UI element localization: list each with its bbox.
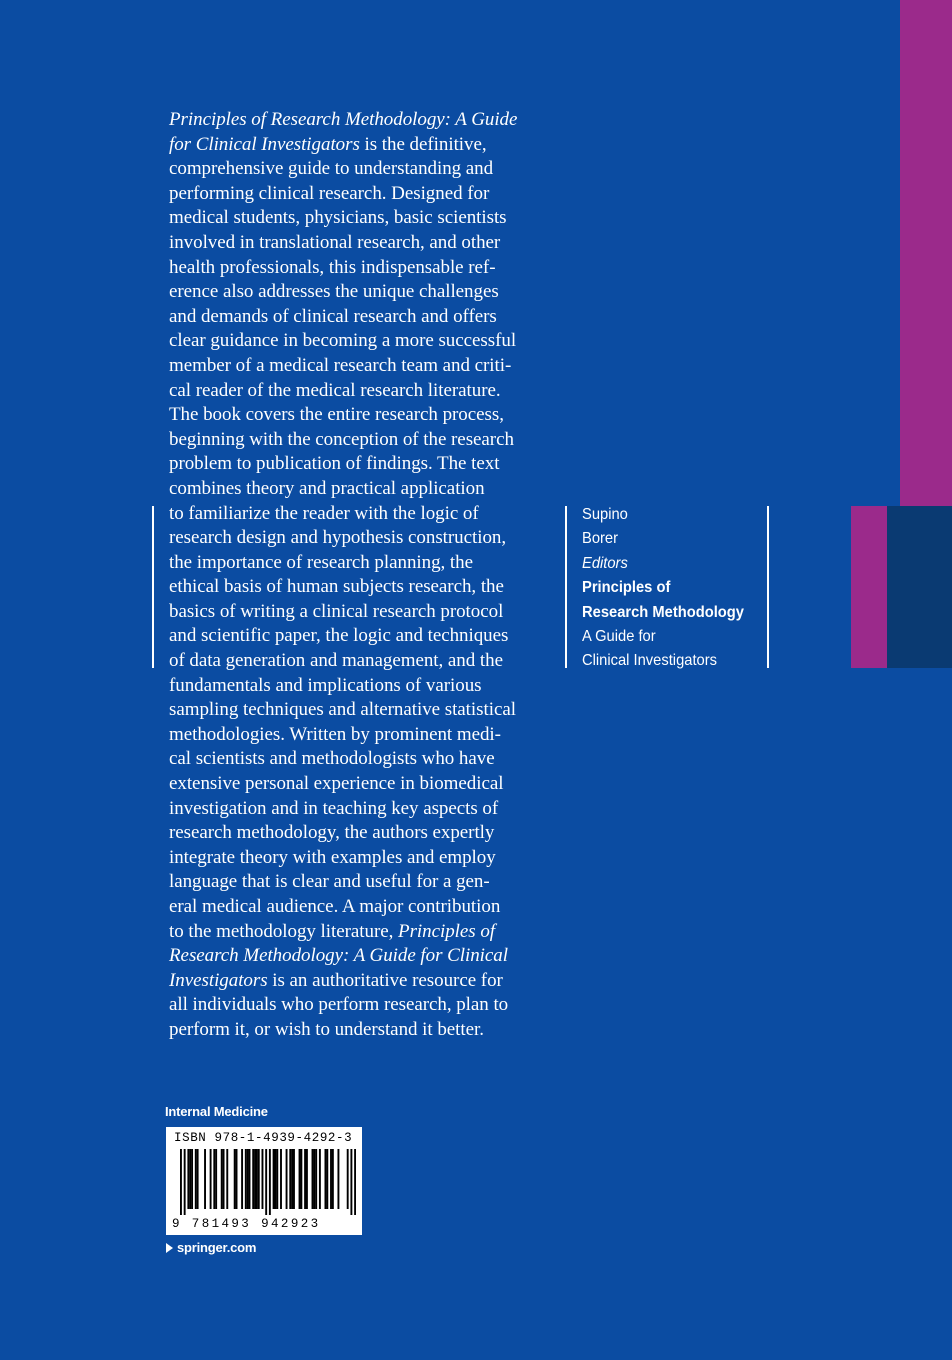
barcode-bar [325,1149,327,1209]
barcode-bar [330,1149,332,1209]
spine-accent-magenta [851,506,887,668]
barcode-bar [191,1149,193,1209]
barcode-bar [350,1149,352,1215]
blurb-line [169,305,559,330]
blurb-text: research design and hypothesis construction, [169,527,507,549]
barcode-bar [204,1149,206,1209]
blurb-line [169,600,559,625]
blurb-text: language that is clear and useful for a gen- [169,871,490,893]
blurb-line [169,452,559,477]
barcode-bar [332,1149,334,1209]
blurb-line [169,747,559,772]
barcode-bar [252,1149,254,1209]
book-title-line1: Principles of [582,579,671,597]
blurb-line [169,477,559,502]
barcode-bar [249,1149,251,1209]
barcode-bar [213,1149,215,1209]
blurb-text: health professionals, this indispensable ref- [169,256,496,278]
barcode-bar [247,1149,249,1209]
blurb-line [169,993,559,1018]
blurb-italic-text: Research Methodology: A Guide for Clinical [169,945,508,967]
barcode-bar [273,1149,275,1209]
blurb-italic-text: Principles of Research Methodology: A Guide [169,109,518,130]
blurb-italic-text: for Clinical Investigators [169,133,360,155]
blurb-text: The book covers the entire research process, [169,404,504,426]
blurb-line [169,354,559,379]
blurb-text: involved in translational research, and other [169,231,501,253]
blurb-line [169,428,559,453]
blurb-line [169,403,559,428]
barcode-bar [354,1149,356,1215]
blurb-text: investigation and in teaching key aspects of [169,797,499,819]
barcode-bar [254,1149,256,1209]
book-title-line2: Research Methodology [582,603,744,621]
blurb-text: to familiarize the reader with the logic of [169,502,479,524]
blurb-text: erence also addresses the unique challenges [169,281,499,303]
blurb-line [169,502,559,527]
spine-left-rule [565,506,567,668]
blurb-line [169,821,559,846]
blurb-text: of data generation and management, and the [169,650,503,672]
blurb-text: ethical basis of human subjects research, the [169,576,504,598]
blurb-text: problem to publication of findings. The text [169,453,500,475]
back-cover-blurb [169,108,559,1043]
barcode-bar [306,1149,308,1209]
barcode-bar [189,1149,191,1209]
barcode-bar [280,1149,282,1209]
publisher-website[interactable] [166,1240,256,1255]
blurb-text: cal reader of the medical research literature. [169,379,501,401]
barcode-bar [312,1149,314,1209]
barcode-bar [269,1149,271,1215]
barcode-bar [276,1149,278,1209]
barcode-bar [195,1149,197,1209]
book-subtitle-line2: Clinical Investigators [582,652,717,670]
website-label: springer.com [177,1240,257,1255]
blurb-italic-text: Investigators [169,969,268,991]
blurb-line [169,206,559,231]
blurb-text: extensive personal experience in biomedical [169,773,504,795]
blurb-text: medical students, physicians, basic scientists [169,207,507,229]
blurb-text: beginning with the conception of the research [169,428,514,450]
book-subtitle-line1: A Guide for [582,628,656,646]
blurb-line [169,551,559,576]
barcode-bar [286,1149,288,1209]
barcode-bar [197,1149,199,1209]
isbn-barcode [166,1127,362,1235]
blurb-line [169,969,559,994]
barcode-bar [223,1149,225,1209]
blurb-line [169,157,559,182]
barcode-bar [221,1149,223,1209]
blurb-line [169,944,559,969]
barcode-bar [319,1149,321,1209]
blurb-line [169,772,559,797]
blurb-line [169,895,559,920]
barcode-bar [241,1149,243,1209]
blurb-text: and demands of clinical research and offers [169,305,497,327]
barcode-bar [262,1149,264,1209]
barcode-bar [215,1149,217,1209]
barcode-bar [313,1149,315,1209]
isbn-number: ISBN 978-1-4939-4292-3 [174,1131,353,1145]
magenta-color-band [900,0,952,506]
barcode-bar [258,1149,260,1209]
blurb-italic-text: Principles of [398,920,496,942]
barcode-bar [226,1149,228,1209]
blurb-line [169,379,559,404]
blurb-line [169,182,559,207]
blurb-text: eral medical audience. A major contribution [169,896,501,917]
blurb-text: is the definitive, [359,133,487,155]
blurb-text: methodologies. Written by prominent medi- [169,723,501,745]
blurb-line [169,797,559,822]
blurb-text: basics of writing a clinical research protocol [169,600,504,622]
blurb-text: sampling techniques and alternative statistical [169,699,516,721]
left-divider-rule [152,506,154,668]
blurb-line [169,108,559,133]
barcode-bar [347,1149,349,1209]
blurb-text: perform it, or wish to understand it better. [169,1018,484,1040]
editor-name-supino: Supino [582,506,628,523]
barcode-bar [291,1149,293,1209]
blurb-line [169,649,559,674]
editor-name-borer: Borer [582,530,618,548]
barcode-bar [304,1149,306,1209]
barcode-bar [274,1149,276,1209]
blurb-text: fundamentals and implications of various [169,674,482,696]
barcode-bar [210,1149,212,1209]
blurb-text: combines theory and practical application [169,477,485,499]
blurb-line [169,846,559,871]
blurb-line [169,133,559,158]
barcode-bar [187,1149,189,1209]
barcode-bar [234,1149,236,1209]
barcode-bar [315,1149,317,1209]
blurb-text: performing clinical research. Designed for [169,182,490,204]
spine-right-rule [767,506,769,668]
barcode-bar [289,1149,291,1209]
blurb-text: cal scientists and methodologists who have [169,748,495,770]
blurb-text: and scientific paper, the logic and techniques [169,625,509,647]
blurb-text: is an authoritative resource for [267,969,503,991]
barcode-bar [180,1149,182,1215]
editors-label: Editors [582,554,628,572]
spine-title-panel [582,503,744,674]
barcode-bar [265,1149,267,1215]
blurb-text: research methodology, the authors expertly [169,822,495,844]
blurb-text: integrate theory with examples and employ [169,846,496,868]
barcode-digits: 9 781493 942923 [172,1217,321,1231]
blurb-line [169,329,559,354]
blurb-text: member of a medical research team and criti- [169,354,512,376]
blurb-line [169,256,559,281]
blurb-line [169,920,559,945]
barcode-bar [299,1149,301,1209]
blurb-line [169,698,559,723]
barcode-bar [236,1149,238,1209]
barcode-bar [256,1149,258,1209]
blurb-line [169,280,559,305]
spine-accent-navy [887,506,952,668]
blurb-line [169,526,559,551]
blurb-line [169,575,559,600]
blurb-text: comprehensive guide to understanding and [169,158,494,180]
blurb-text: to the methodology literature, [169,920,399,942]
blurb-line [169,624,559,649]
blurb-line [169,723,559,748]
barcode-bar [337,1149,339,1209]
barcode-bar [300,1149,302,1209]
barcode-bar [184,1149,186,1215]
blurb-text: all individuals who perform research, plan to [169,994,509,1016]
barcode-bar [245,1149,247,1209]
barcode-bars [172,1149,356,1217]
barcode-bar [293,1149,295,1209]
arrow-right-icon [166,1243,173,1253]
blurb-text: clear guidance in becoming a more successful [169,330,517,352]
blurb-line [169,674,559,699]
subject-category: Internal Medicine [165,1104,268,1119]
blurb-line [169,870,559,895]
barcode-bar [326,1149,328,1209]
blurb-text: the importance of research planning, the [169,551,473,573]
blurb-line [169,231,559,256]
blurb-line [169,1018,559,1043]
